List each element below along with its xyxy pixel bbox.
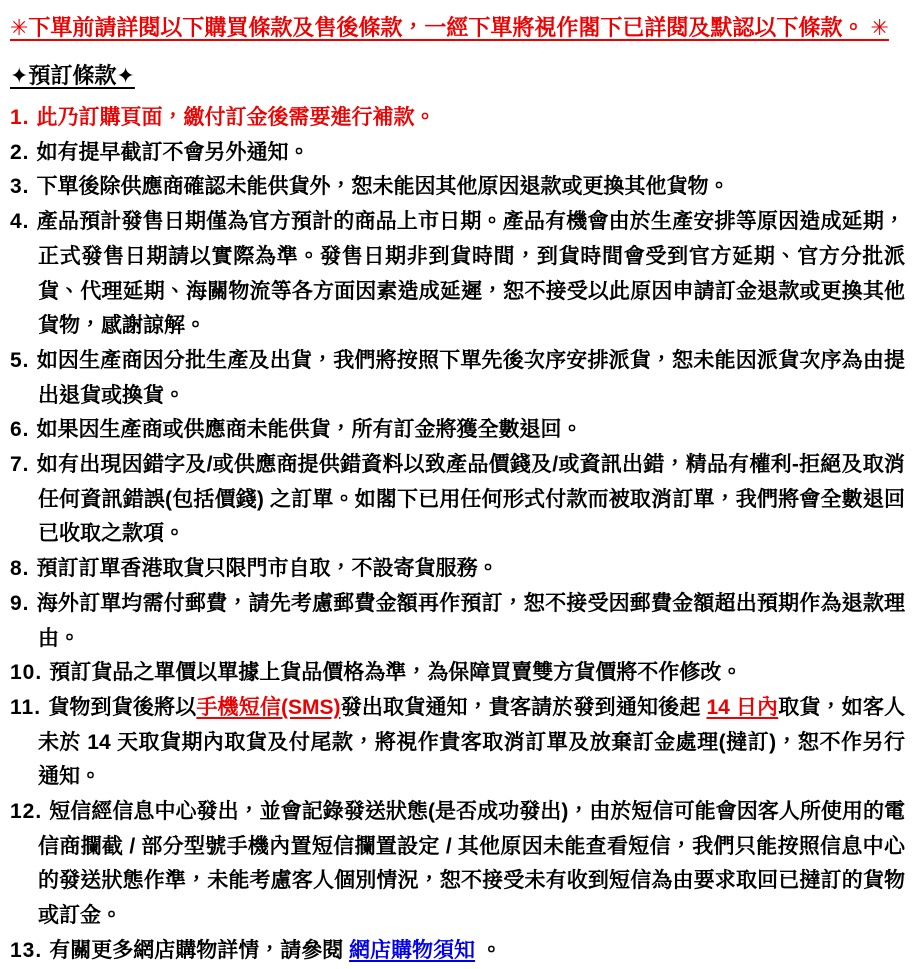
term-item-2 [10,136,905,171]
term-item-8 [10,552,905,587]
terms-list [10,101,905,969]
term-text-segment: 。 [475,938,502,962]
term-item-10 [10,656,905,691]
pre-order-warning-banner: ✳下單前請詳閱以下購買條款及售後條款，一經下單將視作閣下已詳閱及默認以下條款。 ✳ [10,15,889,40]
term-number: 6. [10,418,30,442]
section-heading-preorder-terms [10,61,905,91]
sms-pickup-notice-emphasis: 手機短信(SMS) [196,695,341,719]
term-text-segment: 如果因生產商或供應商未能供貨，所有訂金將獲全數退回。 [36,418,583,442]
term-text-segment: 海外訂單均需付郵費，請先考慮郵費金額再作預訂，恕不接受因郵費金額超出預期作為退款理由。 [36,591,905,650]
term-item-5 [10,344,905,413]
term-item-1 [10,101,905,136]
term-text-segment: 預訂訂單香港取貨只限門市自取，不設寄貨服務。 [36,557,499,581]
term-item-9 [10,587,905,656]
term-text-segment: 取貨，如客人未於 14 天取貨期內取貨及付尾款，將視作貴客取消訂單及放棄訂金處理(撻訂)，恕不作另行通知。 [38,695,906,789]
term-text-segment: 此乃訂購頁面，繳付訂金後需要進行補款。 [36,106,436,129]
term-item-12 [10,795,905,934]
term-item-11 [10,691,905,795]
shop-guide-link[interactable]: 網店購物須知 [349,938,476,962]
term-text-segment: 如因生產商因分批生產及出貨，我們將按照下單先後次序安排派貨，恕未能因派貨次序為由提出退貨或換貨。 [36,348,905,407]
term-item-3 [10,170,905,205]
term-text-segment: 下單後除供應商確認未能供貨外，恕未能因其他原因退款或更換其他貨物。 [36,175,730,199]
term-number: 12. [10,800,43,824]
term-number: 13. [10,938,43,962]
term-item-6 [10,413,905,448]
term-item-7 [10,448,905,552]
term-text-segment: 短信經信息中心發出，並會記錄發送狀態(是否成功發出)，由於短信可能會因客人所使用的電信商攔截 / 部分型號手機內置短信攔置設定 / 其他原因未能查看短信，我們只能按照信息中心的發送狀態作準，未能考慮客人個別情況，恕不接受未有收到短信為由要求取回已撻訂的貨物或訂金。 [38,800,905,928]
term-number: 4. [10,210,30,234]
term-number: 8. [10,557,30,581]
term-number: 10. [10,661,43,685]
term-number: 1. [10,106,30,129]
term-text-segment: 發出取貨通知，貴客請於發到通知後起 [340,695,707,719]
term-text-segment: 如有提早截訂不會另外通知。 [36,140,310,164]
section-heading-text: ✦預訂條款✦ [10,63,135,88]
term-item-4 [10,205,905,344]
term-text-segment: 預訂貨品之單價以單據上貨品價格為準，為保障買賣雙方貨價將不作修改。 [49,661,743,685]
term-text-segment: 有關更多網店購物詳情，請參閱 [49,938,350,962]
term-number: 9. [10,591,30,615]
term-text-segment: 如有出現因錯字及/或供應商提供錯資料以致產品價錢及/或資訊出錯，精品有權利-拒絕及取消任何資訊錯誤(包括價錢) 之訂單。如閣下已用任何形式付款而被取消訂單，我們將會全數退回已收取之款項。 [36,453,905,546]
term-text-segment: 產品預計發售日期僅為官方預計的商品上市日期。產品有機會由於生產安排等原因造成延期，正式發售日期請以實際為準。發售日期非到貨時間，到貨時間會受到官方延期、官方分批派貨、代理延期、海關物流等各方面因素造成延遲，恕不接受以此原因申請訂金退款或更換其他貨物，感謝諒解。 [36,210,905,338]
term-number: 5. [10,348,30,372]
term-number: 2. [10,140,30,164]
term-number: 3. [10,175,30,199]
pickup-deadline-emphasis: 14 日內 [706,695,779,719]
term-text-segment: 貨物到貨後將以 [48,695,197,719]
term-number: 11. [10,695,42,719]
term-number: 7. [10,453,30,477]
term-item-13 [10,934,905,969]
